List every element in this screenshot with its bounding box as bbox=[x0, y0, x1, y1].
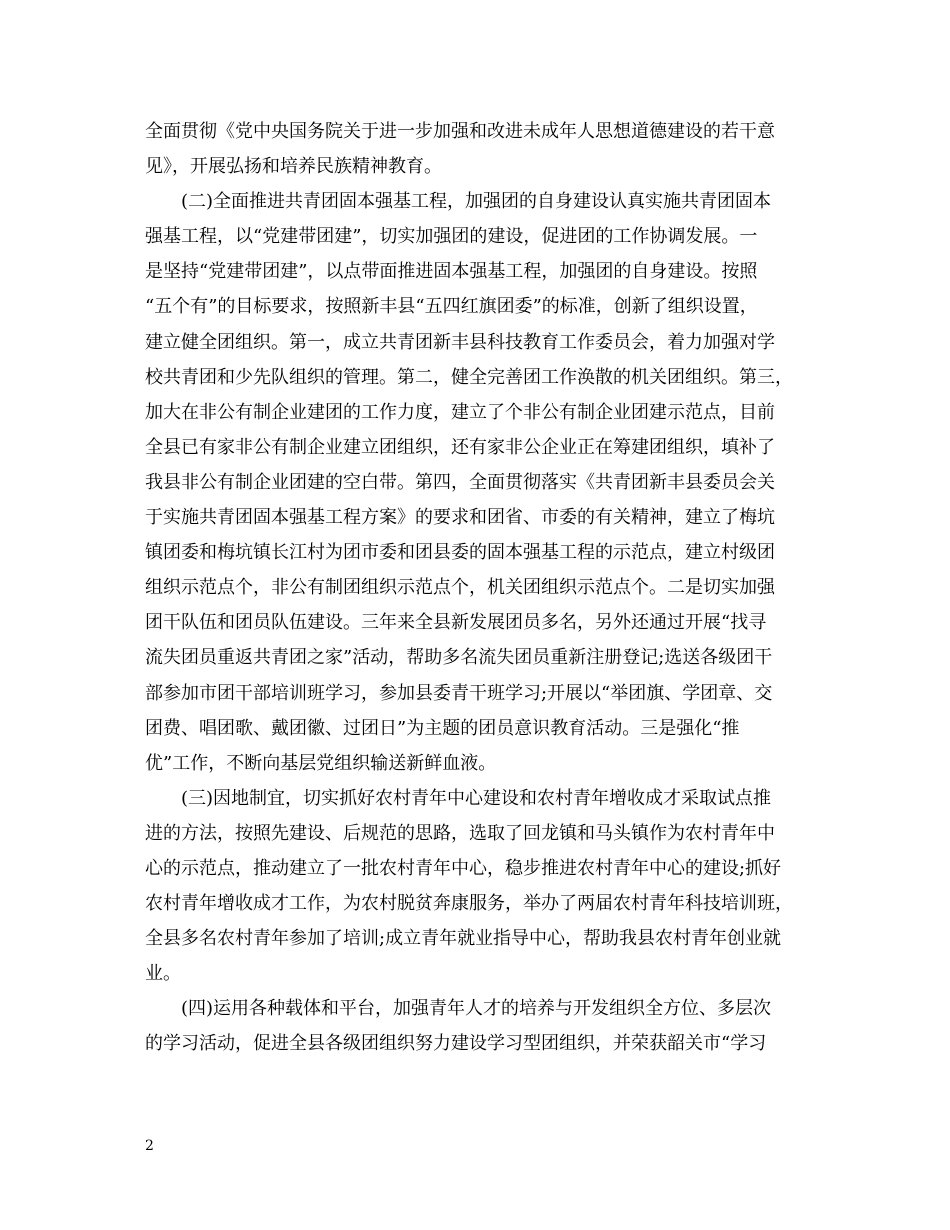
text-line: 强基工程，以“党建带团建”，切实加强团的建设，促进团的工作协调发展。一 bbox=[145, 226, 758, 248]
body-text bbox=[145, 114, 809, 1062]
text-line: 流失团员重返共青团之家”活动，帮助多名流失团员重新注册登记;选送各级团干 bbox=[145, 647, 773, 669]
text-line: 心的示范点，推动建立了一批农村青年中心，稳步推进农村青年中心的建设;抓好 bbox=[145, 857, 782, 879]
text-line: 农村青年增收成才工作，为农村脱贫奔康服务，举办了两届农村青年科技培训班， bbox=[145, 893, 793, 915]
text-line: 建立健全团组织。第一，成立共青团新丰县科技教育工作委员会，着力加强对学 bbox=[145, 331, 775, 353]
text-line: (三)因地制宜，切实抓好农村青年中心建设和农村青年增收成才采取试点推 bbox=[181, 787, 772, 809]
page-number: 2 bbox=[145, 1138, 154, 1154]
text-line: 全面贯彻《党中央国务院关于进一步加强和改进未成年人思想道德建设的若干意 bbox=[145, 121, 775, 142]
text-line: “五个有”的目标要求，按照新丰县“五四红旗团委”的标准，创新了组织设置， bbox=[145, 296, 758, 318]
text-line: 进的方法，按照先建设、后规范的思路，选取了回龙镇和马头镇作为农村青年中 bbox=[145, 822, 775, 844]
text-line: 团干队伍和团员队伍建设。三年来全县新发展团员多名，另外还通过开展“找寻 bbox=[145, 612, 767, 634]
text-line: 全县多名农村青年参加了培训;成立青年就业指导中心，帮助我县农村青年创业就 bbox=[145, 928, 782, 950]
text-line: 部参加市团干部培训班学习，参加县委青干班学习;开展以“举团旗、学团章、交 bbox=[145, 682, 773, 704]
text-line: 是坚持“党建带团建”，以点带面推进固本强基工程，加强团的自身建设。按照 bbox=[145, 261, 758, 283]
text-line: 于实施共青团固本强基工程方案》的要求和团省、市委的有关精神，建立了梅坑 bbox=[145, 507, 775, 529]
text-line: 镇团委和梅坑镇长江村为团市委和团县委的固本强基工程的示范点，建立村级团 bbox=[145, 542, 775, 564]
text-line: 加大在非公有制企业建团的工作力度，建立了个非公有制企业团建示范点，目前 bbox=[145, 401, 775, 423]
text-line: 见》，开展弘扬和培养民族精神教育。 bbox=[145, 156, 442, 178]
text-line: 的学习活动，促进全县各级团组织努力建设学习型团组织，并荣获韶关市“学习 bbox=[145, 1033, 767, 1055]
text-line: 业。 bbox=[145, 963, 181, 985]
text-line: 我县非公有制企业团建的空白带。第四，全面贯彻落实《共青团新丰县委员会关 bbox=[145, 471, 775, 493]
text-line: 组织示范点个，非公有制团组织示范点个，机关团组织示范点个。二是切实加强 bbox=[145, 577, 775, 599]
text-line: (四)运用各种载体和平台，加强青年人才的培养与开发组织全方位、多层次 bbox=[181, 998, 772, 1020]
text-line: 全县已有家非公有制企业建立团组织，还有家非公企业正在筹建团组织，填补了 bbox=[145, 436, 775, 458]
text-line: 团费、唱团歌、戴团徽、过团日”为主题的团员意识教育活动。三是强化“推 bbox=[145, 717, 740, 739]
text-line: 优”工作，不断向基层党组织输送新鲜血液。 bbox=[145, 752, 497, 774]
text-line: 校共青团和少先队组织的管理。第二，健全完善团工作涣散的机关团组织。第三， bbox=[145, 366, 793, 388]
text-line: (二)全面推进共青团固本强基工程，加强团的自身建设认真实施共青团固本 bbox=[181, 191, 772, 213]
